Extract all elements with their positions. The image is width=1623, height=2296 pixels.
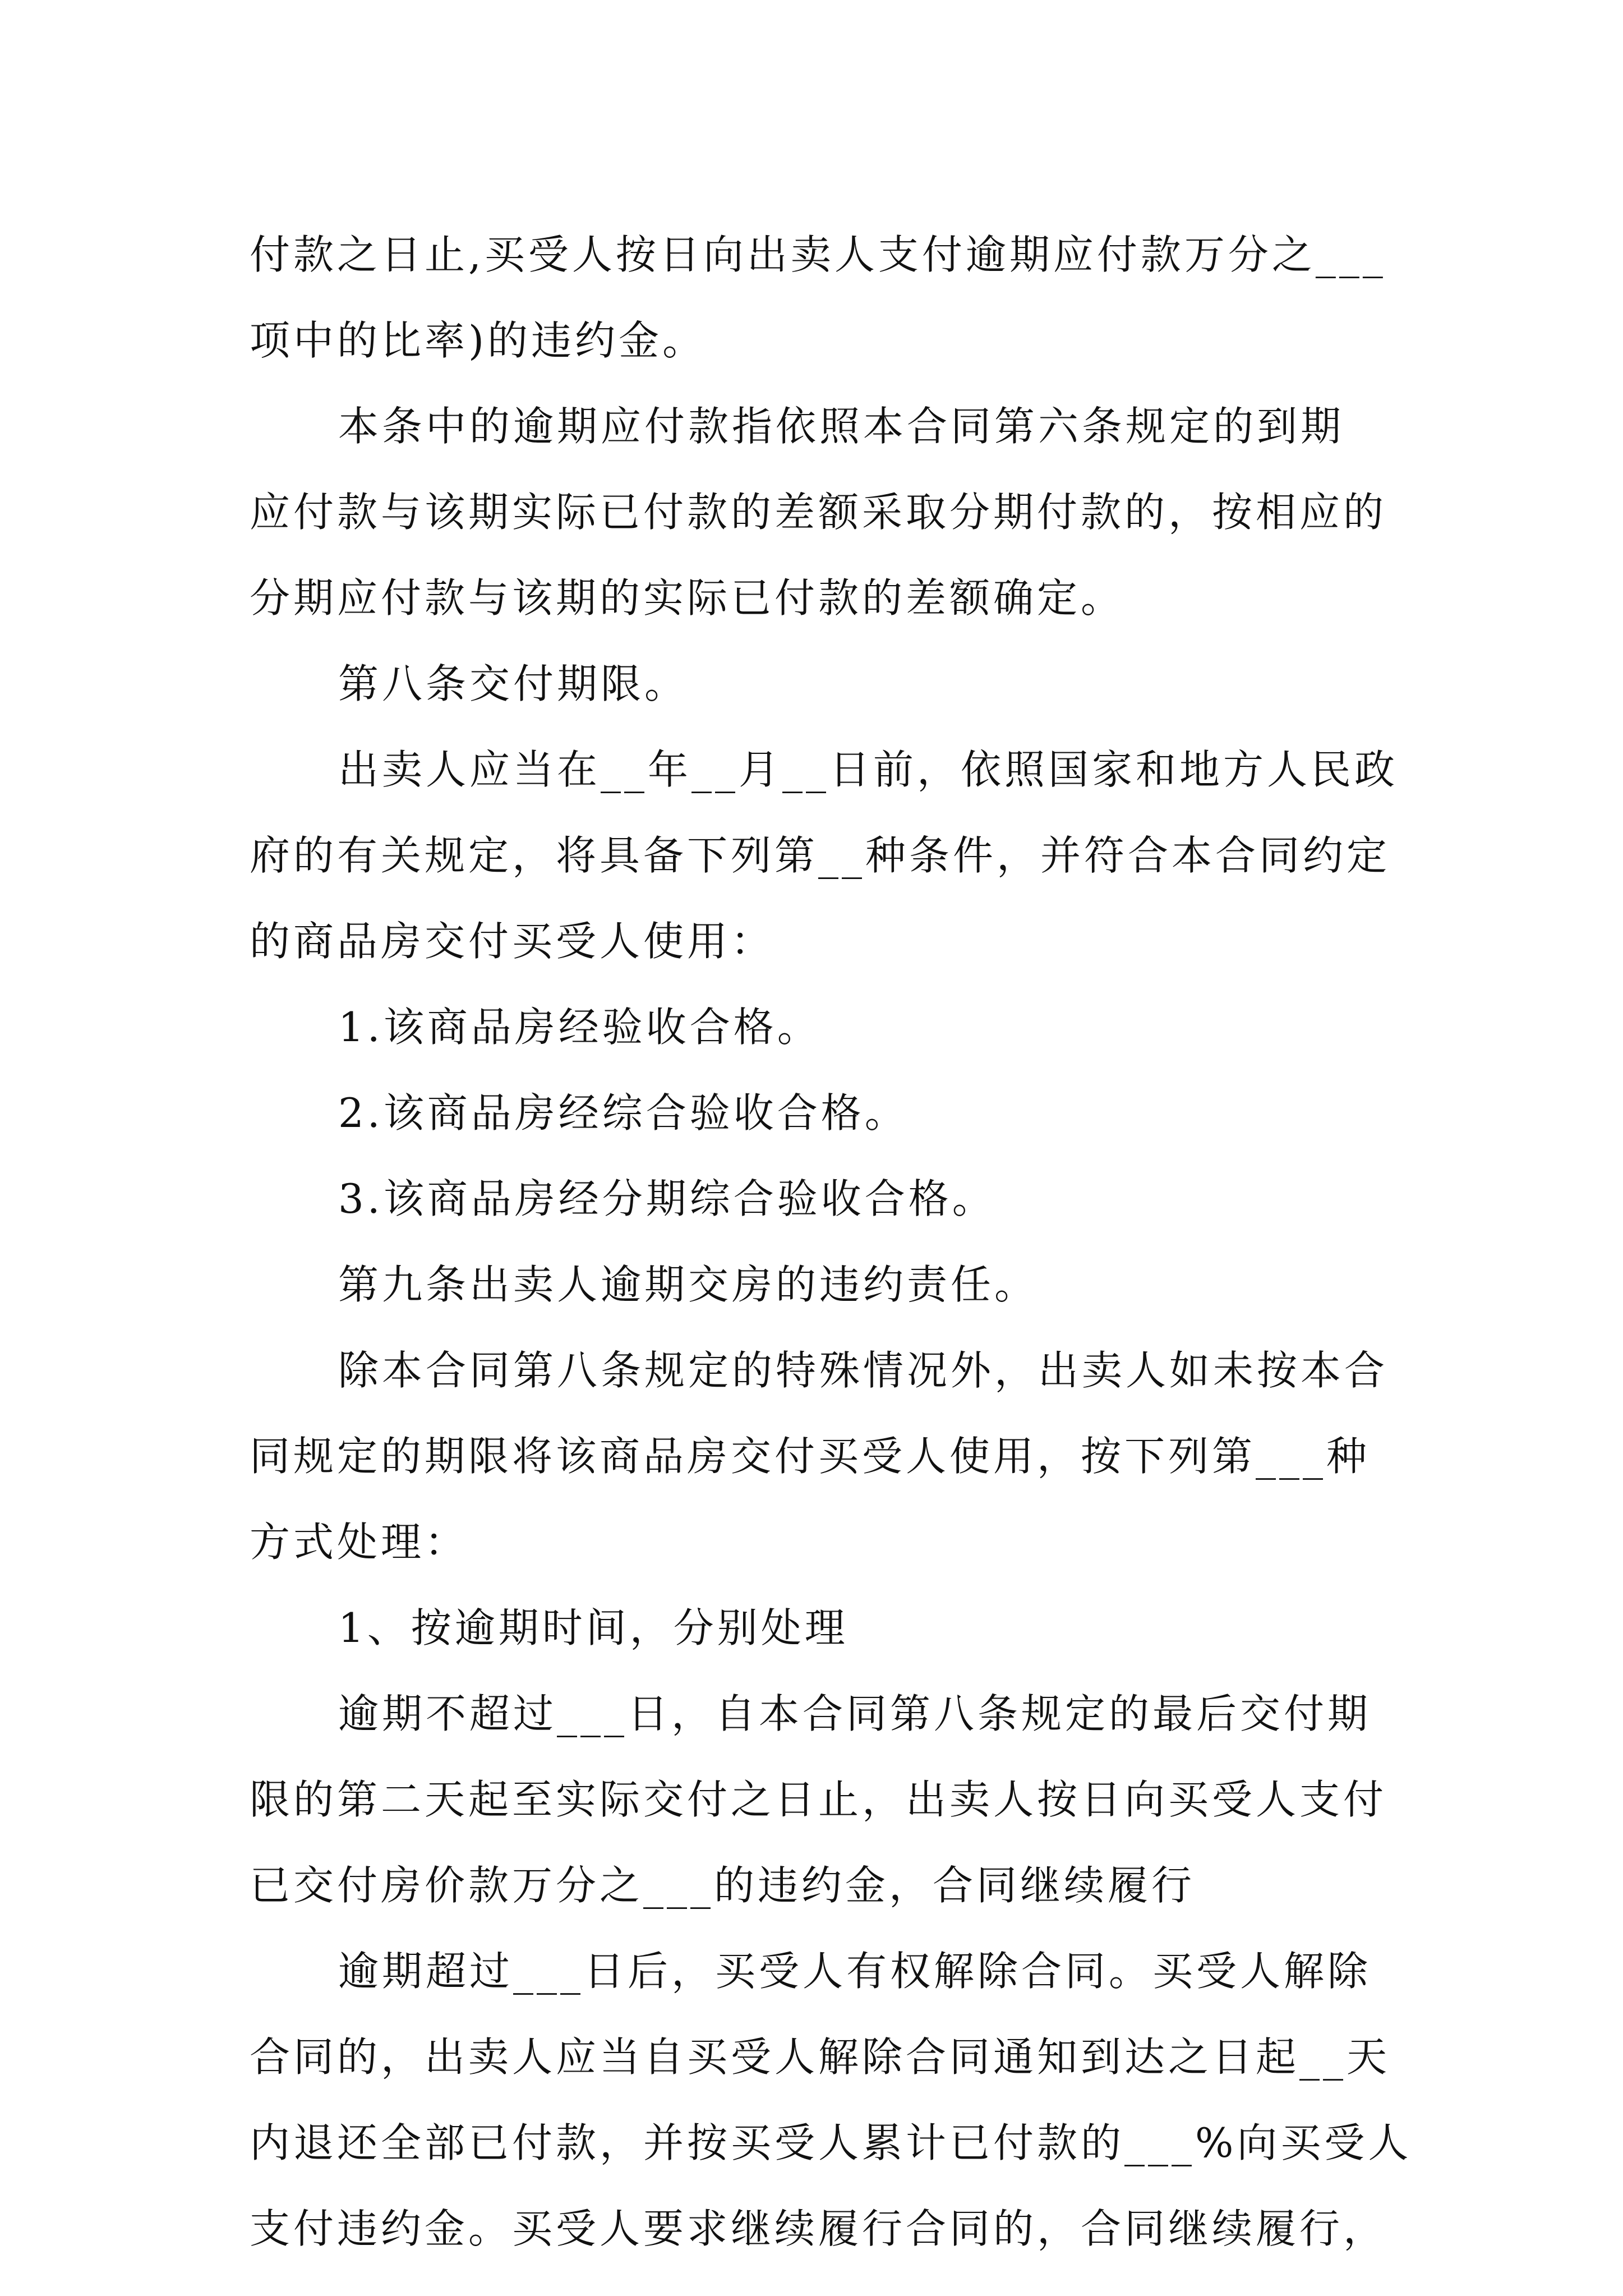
list-item-1: 1.该商品房经验收合格。 bbox=[338, 1004, 821, 1051]
text-line-9: 的商品房交付买受人使用： bbox=[250, 918, 775, 965]
text-line-18: 逾期不超过___日，自本合同第八条规定的最后交付期 bbox=[338, 1690, 1372, 1737]
text-line-3: 本条中的逾期应付款指依照本合同第六条规定的到期 bbox=[338, 403, 1345, 450]
text-line-1: 付款之日止,买受人按日向出卖人支付逾期应付款万分之___ bbox=[250, 231, 1386, 278]
text-line-24: 支付违约金。买受人要求继续履行合同的，合同继续履行， bbox=[250, 2205, 1387, 2252]
text-line-22: 合同的，出卖人应当自买受人解除合同通知到达之日起__天 bbox=[250, 2033, 1391, 2081]
text-line-4: 应付款与该期实际已付款的差额采取分期付款的，按相应的 bbox=[250, 489, 1387, 536]
list-item-2: 2.该商品房经综合验收合格。 bbox=[338, 1089, 909, 1137]
document-body bbox=[250, 212, 1412, 2272]
text-line-15: 同规定的期限将该商品房交付买受人使用，按下列第___种 bbox=[250, 1433, 1371, 1480]
text-line-16: 方式处理： bbox=[250, 1519, 469, 1566]
section-heading-article-8: 第八条交付期限。 bbox=[338, 660, 689, 707]
sub-item-1: 1、按逾期时间，分别处理 bbox=[338, 1604, 849, 1651]
text-line-5: 分期应付款与该期的实际已付款的差额确定。 bbox=[250, 574, 1125, 622]
text-line-23: 内退还全部已付款，并按买受人累计已付款的___%向买受人 bbox=[250, 2119, 1412, 2166]
section-heading-article-9: 第九条出卖人逾期交房的违约责任。 bbox=[338, 1261, 1039, 1308]
text-line-8: 府的有关规定，将具备下列第__种条件，并符合本合同约定 bbox=[250, 832, 1391, 879]
text-line-19: 限的第二天起至实际交付之日止，出卖人按日向买受人支付 bbox=[250, 1776, 1387, 1823]
list-item-3: 3.该商品房经分期综合验收合格。 bbox=[338, 1175, 996, 1222]
text-line-7: 出卖人应当在__年__月__日前，依照国家和地方人民政 bbox=[338, 746, 1399, 793]
text-line-2: 项中的比率)的违约金。 bbox=[250, 317, 707, 364]
text-line-20: 已交付房价款万分之___的违约金，合同继续履行 bbox=[250, 1862, 1196, 1909]
text-line-21: 逾期超过___日后，买受人有权解除合同。买受人解除 bbox=[338, 1948, 1372, 1995]
text-line-14: 除本合同第八条规定的特殊情况外，出卖人如未按本合 bbox=[338, 1347, 1389, 1394]
